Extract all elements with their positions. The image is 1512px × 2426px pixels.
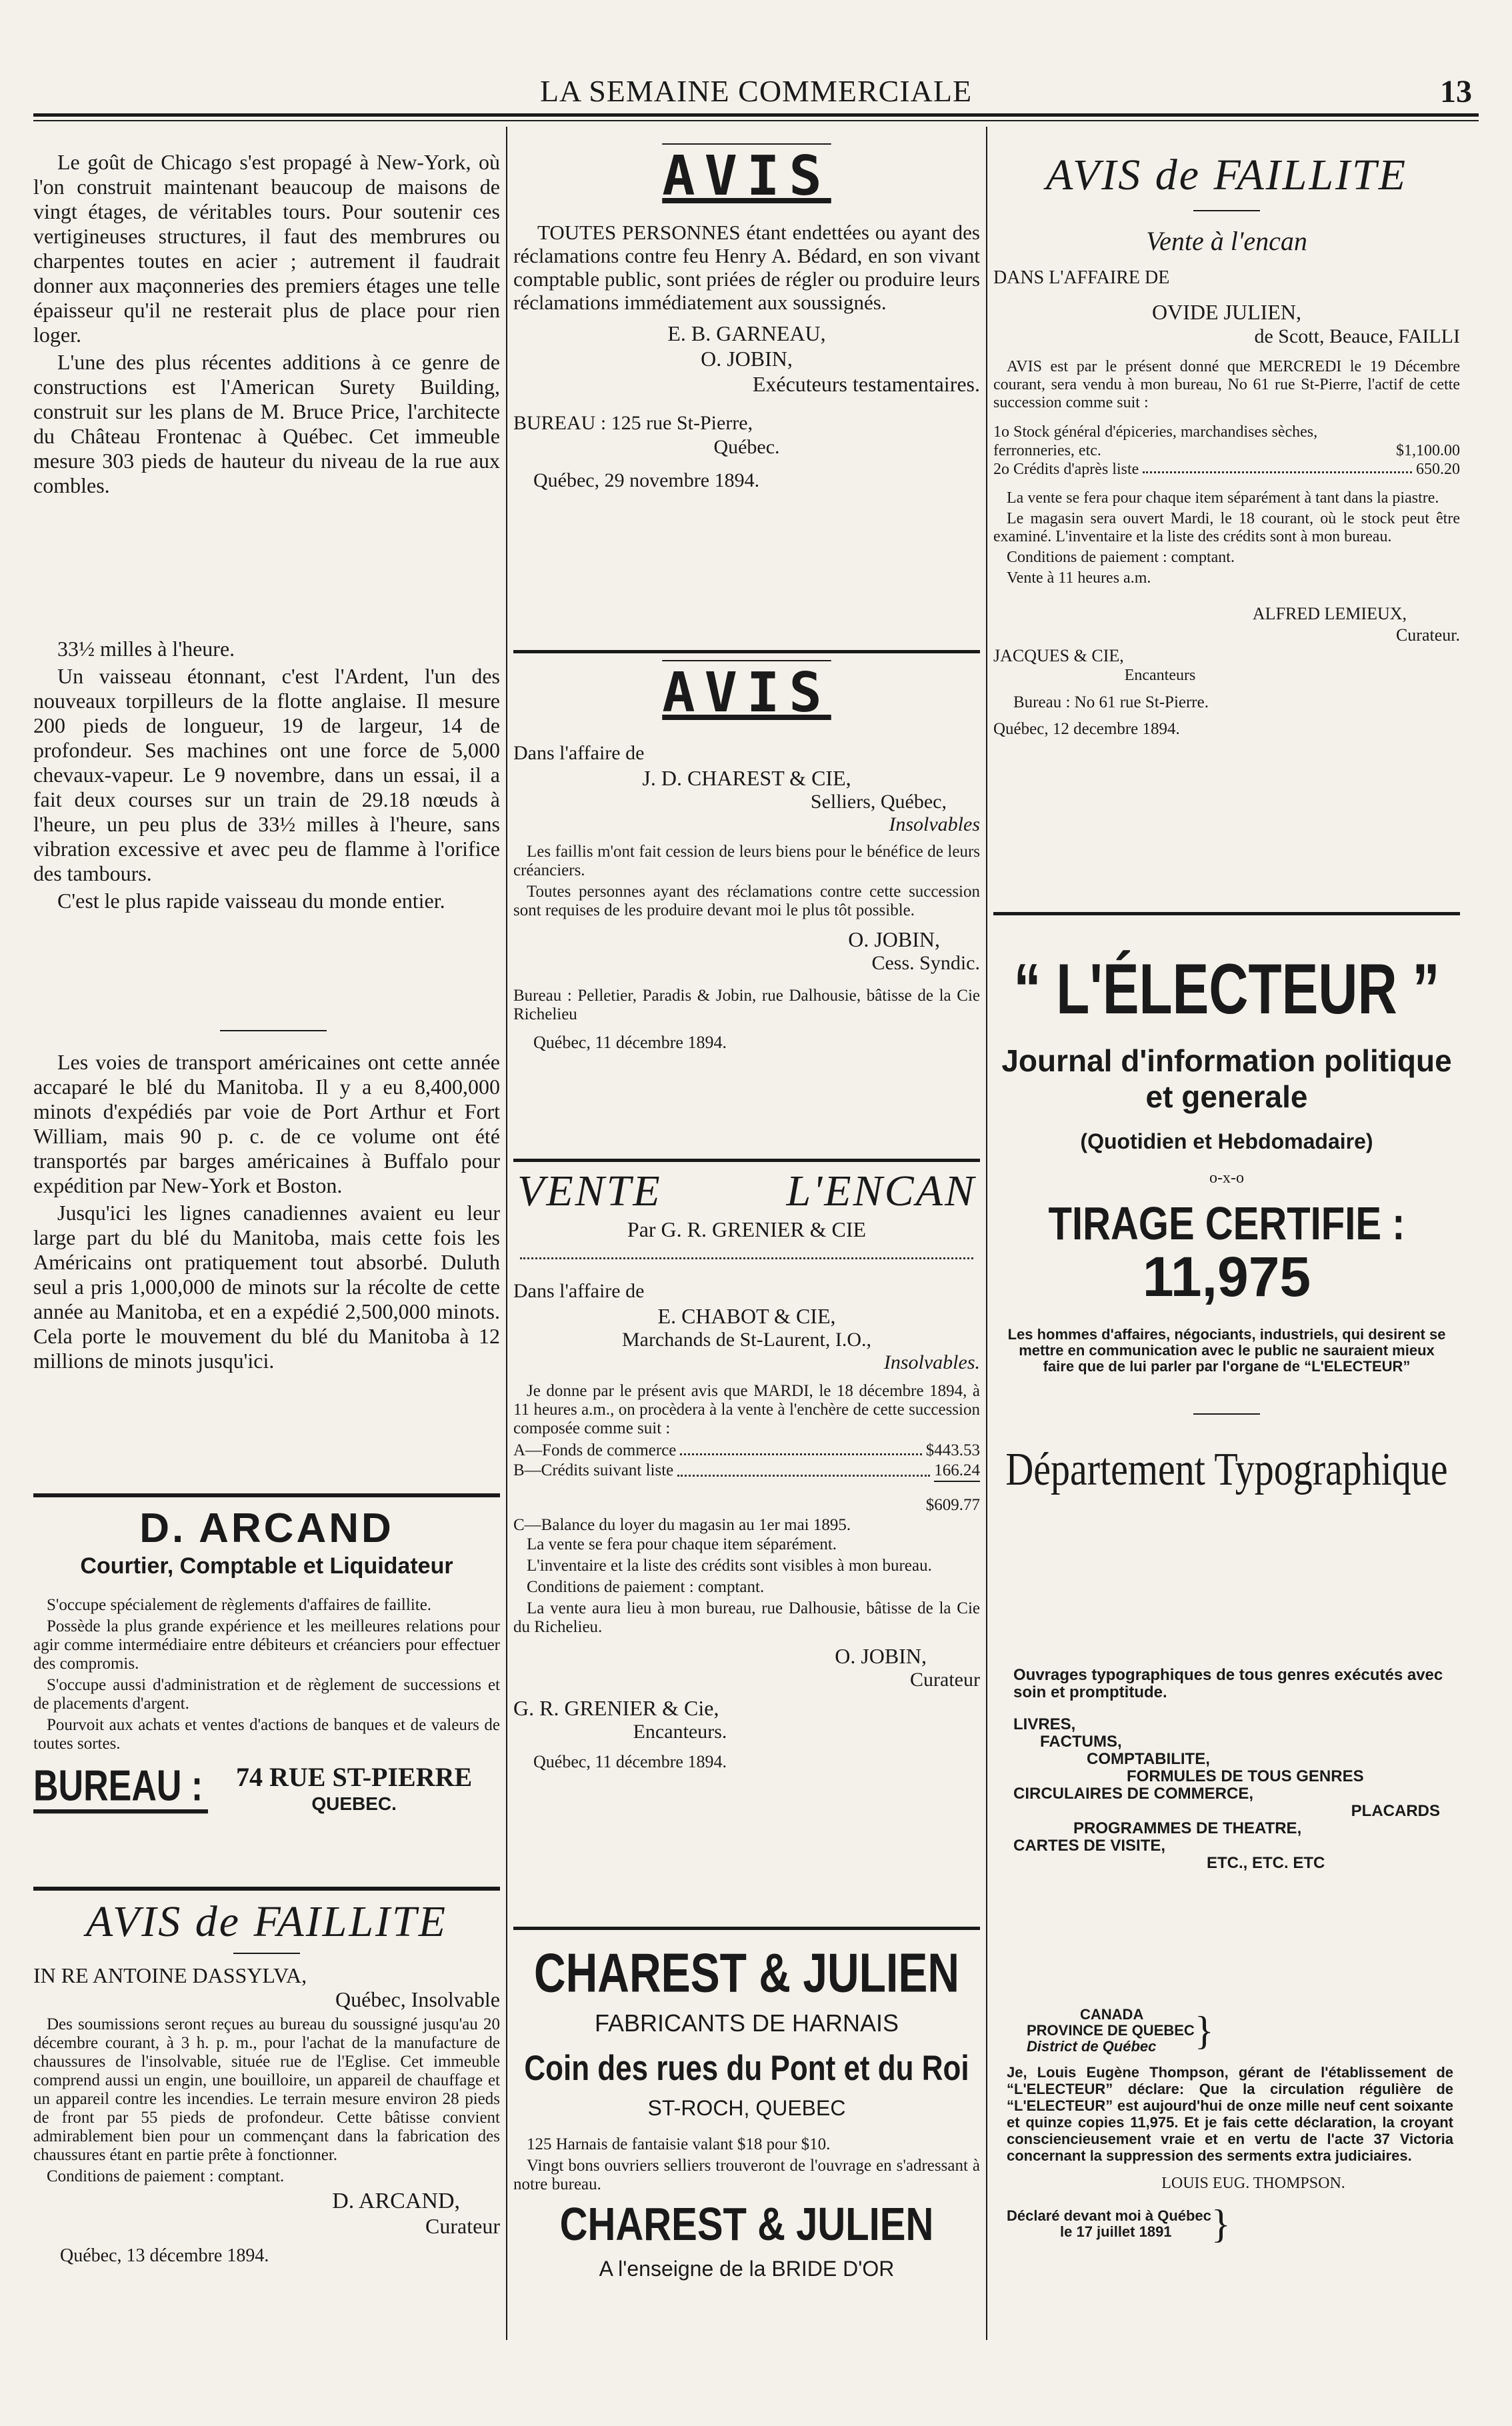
dotted-rule bbox=[520, 1257, 973, 1259]
signer: D. ARCAND, bbox=[332, 2189, 460, 2213]
tirage-number: 11,975 bbox=[1142, 1245, 1311, 1308]
ad-name: CHAREST & JULIEN bbox=[559, 2198, 934, 2251]
service-item: PROGRAMMES DE THEATRE, bbox=[1073, 1819, 1302, 1837]
decl-line: le 17 juillet 1891 bbox=[1060, 2223, 1172, 2240]
avis-bedard bbox=[513, 143, 980, 650]
ad-sign: A l'enseigne de la BRIDE D'OR bbox=[599, 2257, 895, 2281]
item-row bbox=[993, 423, 1460, 460]
in-re: IN RE ANTOINE DASSYLVA, bbox=[33, 1963, 307, 1987]
ad-trade: FABRICANTS DE HARNAIS bbox=[594, 2009, 899, 2037]
bureau-label: BUREAU : bbox=[33, 1763, 208, 1813]
item-price: $443.53 bbox=[925, 1441, 980, 1459]
bureau: Bureau : No 61 rue St-Pierre. bbox=[1013, 693, 1209, 711]
note: La vente se fera pour chaque item séparément à tant dans la piastre. bbox=[1007, 489, 1439, 507]
faillite-title: AVIS de FAILLITE bbox=[85, 1897, 448, 1946]
signer: O. JOBIN, bbox=[835, 1644, 927, 1668]
faillite-dassylva bbox=[33, 1897, 500, 2337]
item-label: B—Crédits suivant liste bbox=[513, 1461, 674, 1479]
paragraph: L'une des plus récentes additions à ce genre de constructions est l'American Surety Building, construit sur les plans de M. Bruce Price, l'architecte du Château Frontenac à Québec. Cet immeuble mesure 303 pieds de hauteur du niveau de la rue aux combles. bbox=[33, 350, 500, 497]
total: $609.77 bbox=[925, 1496, 980, 1514]
ad-line: S'occupe aussi d'administration et de règlement de successions et de placements d'argent. bbox=[33, 1676, 500, 1713]
notice-date: Québec, 29 novembre 1894. bbox=[533, 469, 760, 491]
electeur-freq: (Quotidien et Hebdomadaire) bbox=[1080, 1129, 1373, 1153]
item-label: C—Balance du loyer du magasin au 1er mai 1895. bbox=[513, 1516, 851, 1534]
ad-area: ST-ROCH, QUEBEC bbox=[647, 2096, 846, 2120]
signer-role: Curateur bbox=[910, 1669, 980, 1691]
article-ardent bbox=[33, 637, 500, 1023]
failli-name: OVIDE JULIEN, bbox=[1152, 300, 1301, 324]
failli-place: de Scott, Beauce, FAILLI bbox=[1254, 325, 1460, 347]
bureau: Bureau : Pelletier, Paradis & Jobin, rue Dalhousie, bâtisse de la Cie Richelieu bbox=[513, 987, 980, 1023]
dept-services bbox=[993, 1667, 1460, 1893]
short-rule bbox=[233, 1953, 300, 1954]
firm: E. CHABOT & CIE, bbox=[657, 1304, 836, 1328]
notice-conditions: Conditions de paiement : comptant. bbox=[47, 2167, 285, 2185]
note: La vente se fera pour chaque item séparément. bbox=[527, 1535, 837, 1553]
notice-text: Des soumissions seront reçues au bureau du soussigné jusqu'au 20 décembre courant, à 3 h. p. m., pour l'achat de la manufacture de chaussures de l'insolvable, située rue de l'Eglise. Cet immeuble comprend aussi un engin, une bouilloire, un appareil de chauffage et un appareil contre les incendies. Le terrain mesure environ 28 pieds de front par 55 pieds de profondeur. Cette bâtisse convient admirablement bien pour un commençant dans la fabrication des chaussures étant en partie prête à fonctionner. bbox=[33, 2015, 500, 2164]
ad-corner: Coin des rues du Pont et du Roi bbox=[524, 2049, 969, 2088]
note: La vente aura lieu à mon bureau, rue Dalhousie, bâtisse de la Cie du Richelieu. bbox=[513, 1599, 980, 1636]
ad-line: Pourvoit aux achats et ventes d'actions de banques et de valeurs de toutes sortes. bbox=[33, 1716, 500, 1753]
item-price: 650.20 bbox=[1416, 461, 1460, 478]
service-item: ETC., ETC. ETC bbox=[1207, 1854, 1325, 1872]
section-rule bbox=[513, 1927, 980, 1930]
faillite-title: AVIS de FAILLITE bbox=[1045, 151, 1408, 199]
bureau: BUREAU : 125 rue St-Pierre, bbox=[513, 412, 753, 434]
note: Le magasin sera ouvert Mardi, le 18 courant, où le stock peut être examiné. L'inventaire et la liste des crédits sont à mon bureau. bbox=[993, 510, 1460, 545]
service-item: COMPTABILITE, bbox=[1087, 1750, 1210, 1768]
section-rule bbox=[513, 650, 980, 653]
ornament: o-x-o bbox=[1209, 1169, 1244, 1187]
note: Conditions de paiement : comptant. bbox=[527, 1578, 765, 1596]
ad-line: S'occupe spécialement de règlements d'affaires de faillite. bbox=[47, 1596, 432, 1614]
section-rule bbox=[993, 912, 1460, 915]
notice-text: Je donne par le présent avis que MARDI, le 18 décembre 1894, à 11 heures a.m., on procèdera à la vente à l'enchère de cette succession composée comme suit : bbox=[513, 1382, 980, 1437]
notice-text: Les faillis m'ont fait cession de leurs biens pour le bénéfice de leurs créanciers. bbox=[513, 843, 980, 879]
service-item: CIRCULAIRES DE COMMERCE, bbox=[1013, 1785, 1254, 1803]
notice-text: Toutes personnes ayant des réclamations contre cette succession sont requises de les produire devant moi le plus tôt possible. bbox=[513, 883, 980, 919]
note: Conditions de paiement : comptant. bbox=[1007, 549, 1235, 566]
paragraph: Jusqu'ici les lignes canadiennes avaient eu leur large part du blé du Manitoba, mais cette fois les Américains ont pratiquement tout absorbé. Duluth seul a pris 1,000,000 de minots sur la récolte de cette année au Manitoba, et en a expédié 2,500,000 minots. Cela porte le mouvement du blé du Manitoba à 12 millions de minots jusqu'ici. bbox=[33, 1201, 500, 1373]
short-rule bbox=[1193, 1413, 1260, 1415]
paragraph: C'est le plus rapide vaisseau du monde entier. bbox=[57, 889, 445, 913]
short-rule bbox=[220, 1030, 327, 1031]
faillite-julien bbox=[993, 150, 1460, 903]
signer-role: Exécuteurs testamentaires. bbox=[752, 372, 980, 396]
paragraph: Les voies de transport américaines ont cette année accaparé le blé du Manitoba. Il y a eu 8,400,000 minots d'expédiés par voie de Port Arthur et Fort William, mais 90 p. c. de ce volume ont été transportés par barges américaines à Buffalo pour expédition par New-York et Boston. bbox=[33, 1050, 500, 1197]
signer: E. B. GARNEAU, bbox=[667, 321, 826, 345]
signer-role: Curateur. bbox=[1395, 625, 1460, 645]
ad-name: CHAREST & JULIEN bbox=[533, 1941, 960, 2003]
auctioneer: G. R. GRENIER & Cie, bbox=[513, 1696, 719, 1720]
service-item: LIVRES, bbox=[1013, 1715, 1076, 1733]
decl-line: District de Québec bbox=[1027, 2038, 1157, 2055]
electeur-name: “ L'ÉLECTEUR ” bbox=[1013, 950, 1440, 1029]
firm: J. D. CHAREST & CIE, bbox=[642, 766, 851, 790]
signer-role: Cess. Syndic. bbox=[871, 952, 980, 974]
arcand-address: 74 RUE ST-PIERRE bbox=[236, 1762, 473, 1792]
signer: O. JOBIN, bbox=[848, 927, 940, 951]
intro: Dans l'affaire de bbox=[513, 742, 645, 764]
notice-date: Québec, 11 décembre 1894. bbox=[533, 1033, 727, 1052]
note: L'inventaire et la liste des crédits sont visibles à mon bureau. bbox=[527, 1557, 932, 1575]
item-label: A—Fonds de commerce bbox=[513, 1441, 677, 1459]
dept-title: Département Typographique bbox=[1005, 1443, 1448, 1495]
faillite-sub: Vente à l'encan bbox=[1146, 226, 1307, 256]
notice-text: AVIS est par le présent donné que MERCREDI le 19 Décembre courant, sera vendu à mon bureau, No 61 rue St-Pierre, l'actif de cette succession comme suit : bbox=[993, 358, 1460, 411]
item-row bbox=[513, 1461, 980, 1482]
electeur-text: Les hommes d'affaires, négociants, industriels, qui desirent se mettre en communication avec le public ne sauraient mieux faire que de lui parler par l'organe de “L'ELECTEUR” bbox=[1007, 1326, 1446, 1375]
vente-title-right: L'ENCAN bbox=[786, 1167, 976, 1215]
ad-text: 125 Harnais de fantaisie valant $18 pour $10. bbox=[527, 2135, 831, 2153]
firm-sub: Selliers, Québec, bbox=[810, 791, 947, 813]
paragraph: Un vaisseau étonnant, c'est l'Ardent, l'un des nouveaux torpilleurs de la flotte anglaise. Il mesure 200 pieds de longueur, 19 de largeur, 14 de profondeur. Ses machines ont une force de 5,000 chevaux-vapeur. Le 9 novembre, dans un essai, il a fait deux courses sur un train de 29.18 nœuds à l'heure, un peu plus de 33½ milles à l'heure, sans vibration excessive et avec peu de flamme à l'orifice des tambours. bbox=[33, 664, 500, 885]
avis-charest bbox=[513, 660, 980, 1153]
arcand-ad bbox=[33, 1505, 500, 1879]
electeur-ad bbox=[993, 947, 1460, 1620]
item-label: 1o Stock général d'épiceries, marchandises sèches, ferronneries, etc. bbox=[993, 423, 1318, 459]
decl-signer: LOUIS EUG. THOMPSON. bbox=[1161, 2175, 1345, 2192]
item-row bbox=[993, 460, 1460, 479]
arcand-name: D. ARCAND bbox=[139, 1505, 394, 1551]
decl-text: Je, Louis Eugène Thompson, gérant de l'établissement de “L'ELECTEUR” déclare: Que la circulation régulière de “L'ELECTEUR” est aujourd'hui de onze mille neuf cent soixante et quinze copies 11,975. Et je fais cette déclaration, la croyant consciencieusement vraie et en vertu de l'acte 37 Victoria concernant la suppression des serments extra judiciaires. bbox=[1007, 2064, 1453, 2164]
service-item: CARTES DE VISITE, bbox=[1013, 1837, 1166, 1855]
vente-title-left: VENTE bbox=[517, 1167, 662, 1215]
section-rule bbox=[33, 1493, 500, 1497]
decl-line: CANADA bbox=[1080, 2007, 1144, 2023]
item-row bbox=[513, 1441, 980, 1461]
article-voies bbox=[33, 1050, 500, 1483]
intro: Dans l'affaire de bbox=[513, 1280, 645, 1302]
avis-title: AVIS bbox=[662, 145, 831, 208]
section-rule bbox=[513, 1159, 980, 1162]
arcand-city: QUEBEC. bbox=[311, 1793, 397, 1814]
service-item: FORMULES DE TOUS GENRES bbox=[1127, 1767, 1364, 1785]
service-item: PLACARDS bbox=[1351, 1802, 1440, 1820]
ad-line: Possède la plus grande expérience et les meilleures relations pour agir comme intermédiaire entre débiteurs et créanciers pour effectuer des compromis. bbox=[33, 1617, 500, 1673]
signer-role: Curateur bbox=[425, 2214, 500, 2238]
article-title: 33½ milles à l'heure. bbox=[57, 637, 235, 661]
item-price: 166.24 bbox=[934, 1461, 980, 1482]
item-label: 2o Crédits d'après liste bbox=[993, 461, 1139, 478]
firm-sub: Marchands de St-Laurent, I.O., bbox=[621, 1329, 872, 1351]
city: Québec. bbox=[713, 436, 780, 458]
signer: ALFRED LEMIEUX, bbox=[1252, 604, 1407, 623]
article-chicago bbox=[33, 150, 500, 597]
arcand-title: Courtier, Comptable et Liquidateur bbox=[80, 1553, 453, 1579]
section-rule bbox=[33, 1887, 500, 1891]
decl-line: PROVINCE DE QUEBEC bbox=[1027, 2022, 1195, 2039]
notice-date: Québec, 11 décembre 1894. bbox=[533, 1752, 727, 1771]
vente-chabot bbox=[513, 1167, 980, 1920]
notice-text: TOUTES PERSONNES étant endettées ou ayant des réclamations contre feu Henry A. Bédard, en son vivant comptable public, sont priées de régler ou produire leurs réclamations immédiatement aux soussignés. bbox=[513, 221, 980, 314]
notice-date: Québec, 12 decembre 1894. bbox=[993, 720, 1180, 738]
intro: DANS L'AFFAIRE DE bbox=[993, 267, 1170, 288]
canada-declaration: CANADA PROVINCE DE QUEBEC District de Québec } Je, Louis Eugène Thompson, gérant de l'établissement de “L'ELECTEUR” déclare: Que la circulation régulière de “L'ELECTEUR” est aujourd'hui de onze mille neuf cent soixante et quinze copies 11,975. Et je fais cette déclaration, la croyant consciencieusement vraie et en vertu de l'acte 37 Victoria concernant la suppression des serments extra judiciaires. LOUIS EUG. THOMPSON. Déclaré devant moi à Québec le 17 juillet 1891 } bbox=[993, 2007, 1460, 2313]
column-divider bbox=[506, 127, 507, 2340]
decl-line: Déclaré devant moi à Québec bbox=[1007, 2207, 1211, 2224]
note: Vente à 11 heures a.m. bbox=[1007, 569, 1151, 587]
short-rule bbox=[1193, 210, 1260, 211]
ad-text: Vingt bons ouvriers selliers trouveront de l'ouvrage en s'adressant à notre bureau. bbox=[513, 2157, 980, 2193]
service-item: FACTUMS, bbox=[1040, 1733, 1122, 1751]
column-divider bbox=[986, 127, 987, 2340]
tirage-label: TIRAGE CERTIFIE : bbox=[1048, 1197, 1405, 1250]
item-price: $1,100.00 bbox=[1396, 442, 1460, 459]
header-rule-thin bbox=[33, 120, 1479, 121]
status: Insolvables. bbox=[883, 1351, 980, 1373]
in-re-sub: Québec, Insolvable bbox=[335, 1987, 500, 2011]
auctioneer-role: Encanteurs bbox=[1124, 667, 1196, 684]
auctioneer: JACQUES & CIE, bbox=[993, 646, 1124, 665]
avis-title: AVIS bbox=[662, 661, 831, 725]
header-rule bbox=[33, 113, 1479, 117]
auctioneer-role: Encanteurs. bbox=[633, 1721, 727, 1743]
notice-date: Québec, 13 décembre 1894. bbox=[60, 2245, 269, 2266]
dept-text: Ouvrages typographiques de tous genres exécutés avec soin et promptitude. bbox=[1013, 1667, 1443, 1701]
paragraph: Le goût de Chicago s'est propagé à New-York, où l'on construit maintenant beaucoup de maisons de vingt étages, de véritables tours. Pour soutenir ces vertigineuses structures, il faut des membrures ou charpentes toutes en acier ; autrement il faudrait donner aux maçonneries des premiers étages une telle épaisseur qu'il ne resterait plus de place pour rien loger. bbox=[33, 150, 500, 347]
status: Insolvables bbox=[889, 813, 980, 835]
signer: O. JOBIN, bbox=[701, 347, 793, 371]
page-number: 13 bbox=[1440, 74, 1472, 109]
electeur-sub: Journal d'information politique et generale bbox=[1001, 1043, 1452, 1114]
masthead-title: LA SEMAINE COMMERCIALE bbox=[539, 74, 973, 108]
charest-julien-ad bbox=[513, 1937, 980, 2350]
vente-by: Par G. R. GRENIER & CIE bbox=[627, 1217, 867, 1241]
